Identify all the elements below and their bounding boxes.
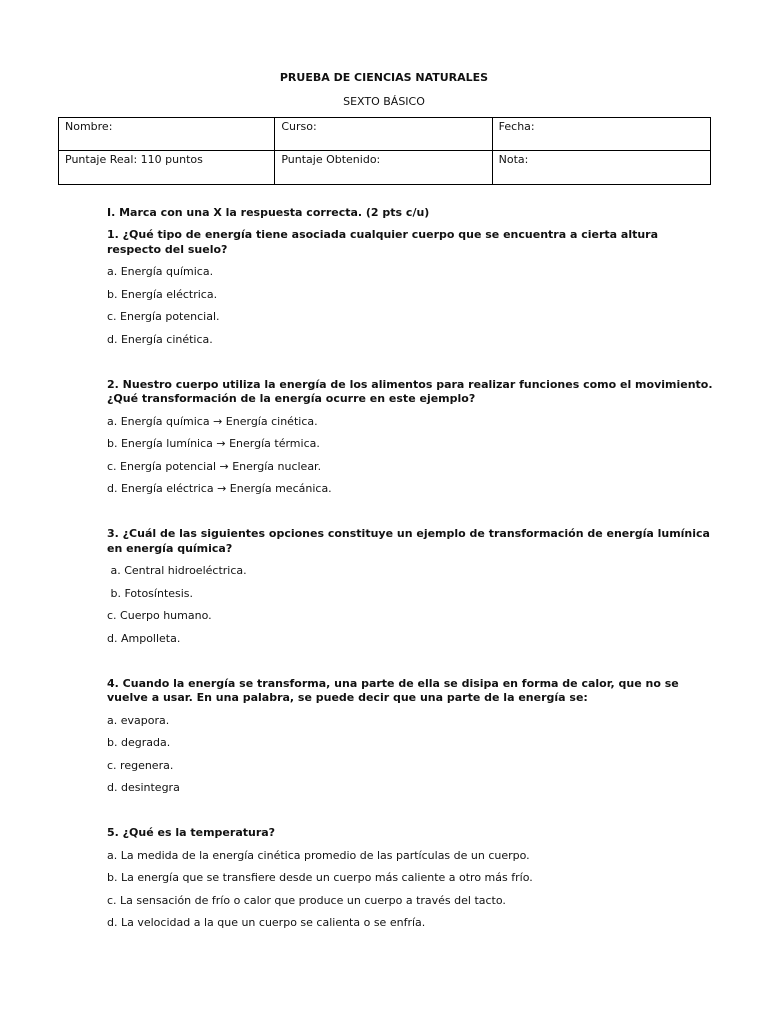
question-1-text: respecto del suelo? xyxy=(107,242,228,256)
question-5-text: 5. ¿Qué es la temperatura? xyxy=(107,826,276,839)
curso-cell: Curso: xyxy=(275,118,492,151)
question-2-option-c: c. Energía potencial → Energía nuclear. xyxy=(107,459,322,473)
question-2-text: ¿Qué transformación de la energía ocurre en este ejemplo? xyxy=(107,392,476,405)
question-4-option-b: b. degrada. xyxy=(107,736,171,749)
question-4-option-a: a. evapora. xyxy=(107,713,170,727)
table-row xyxy=(59,118,711,151)
question-2-option-a: a. Energía química → Energía cinética. xyxy=(107,414,318,428)
fecha-cell: Fecha: xyxy=(492,118,710,151)
question-3-option-a: a. Central hidroeléctrica. xyxy=(107,564,247,577)
nota-cell: Nota: xyxy=(492,151,710,185)
question-3-option-c: c. Cuerpo humano. xyxy=(107,609,212,622)
question-5-option-b: b. La energía que se transfiere desde un cuerpo más caliente a otro más frío. xyxy=(107,871,533,884)
question-3-option-b: b. Fotosíntesis. xyxy=(107,586,194,600)
table-row xyxy=(59,151,711,185)
question-1-option-c: c. Energía potencial. xyxy=(107,310,220,323)
question-3-option-d: d. Ampolleta. xyxy=(107,631,181,645)
question-1-text: 1. ¿Qué tipo de energía tiene asociada cualquier cuerpo que se encuentra a cierta altura xyxy=(107,228,659,241)
question-3-text: en energía química? xyxy=(107,541,233,555)
question-2-option-d: d. Energía eléctrica → Energía mecánica. xyxy=(107,482,332,495)
question-4-option-d: d. desintegra xyxy=(107,781,180,794)
student-info-table xyxy=(58,117,711,185)
question-3-text: 3. ¿Cuál de las siguientes opciones constituye un ejemplo de transformación de energía lumínica xyxy=(107,527,710,540)
question-1-option-b: b. Energía eléctrica. xyxy=(107,287,218,301)
question-4-option-c: c. regenera. xyxy=(107,758,174,772)
question-4-text: 4. Cuando la energía se transforma, una parte de ella se disipa en forma de calor, que no se xyxy=(107,676,679,690)
question-5-option-a: a. La medida de la energía cinética promedio de las partículas de un cuerpo. xyxy=(107,848,530,862)
questions-area xyxy=(107,206,713,930)
document-title: PRUEBA DE CIENCIAS NATURALES xyxy=(279,71,489,84)
question-1-option-a: a. Energía química. xyxy=(107,265,214,278)
puntaje-obtenido-cell: Puntaje Obtenido: xyxy=(275,151,492,185)
question-4-text: vuelve a usar. En una palabra, se puede decir que una parte de la energía se: xyxy=(107,691,588,704)
question-5-option-d: d. La velocidad a la que un cuerpo se calienta o se enfría. xyxy=(107,916,426,929)
question-2-text: 2. Nuestro cuerpo utiliza la energía de los alimentos para realizar funciones como el movimiento. xyxy=(107,377,713,391)
nombre-cell: Nombre: xyxy=(59,118,275,151)
question-1-option-d: d. Energía cinética. xyxy=(107,332,213,346)
puntaje-real-cell: Puntaje Real: 110 puntos xyxy=(59,151,275,185)
document-subtitle: SEXTO BÁSICO xyxy=(343,95,425,108)
section-title: I. Marca con una X la respuesta correcta. (2 pts c/u) xyxy=(107,206,430,219)
question-2-option-b: b. Energía lumínica → Energía térmica. xyxy=(107,437,320,450)
question-5-option-c: c. La sensación de frío o calor que produce un cuerpo a través del tacto. xyxy=(107,893,506,907)
